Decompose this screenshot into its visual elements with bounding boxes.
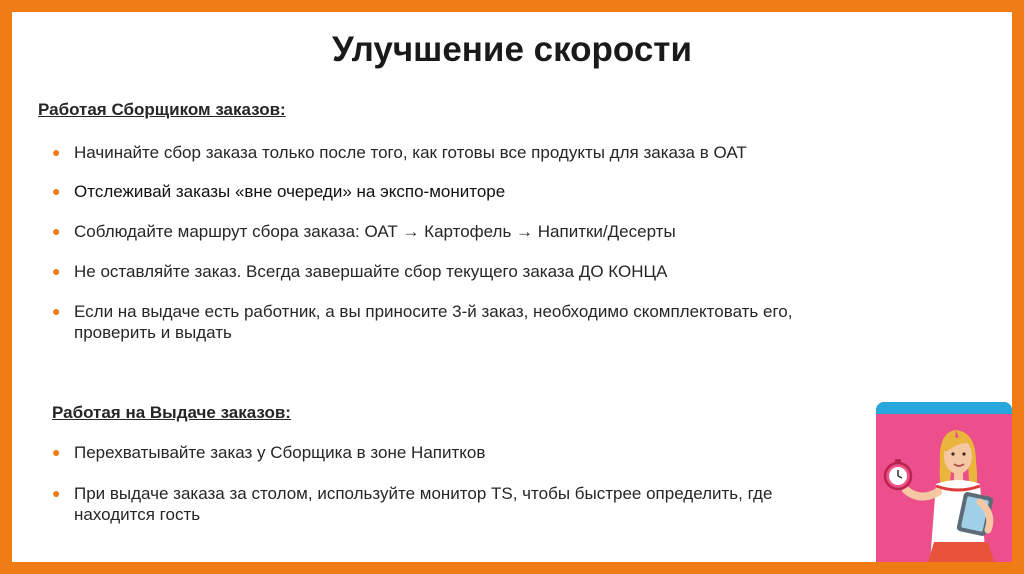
bullet-dot-icon: ●	[52, 444, 61, 460]
section-heading-assembler: Работая Сборщиком заказов:	[38, 100, 286, 119]
list-item	[52, 261, 852, 282]
bullet-dot-icon: ●	[52, 485, 61, 501]
list-item-text: При выдаче заказа за столом, используйте монитор TS, чтобы быстрее определить, где находится гость	[74, 484, 773, 524]
list-item-text: Соблюдайте маршрут сбора заказа: ОАТ → Картофель → Напитки/Десерты	[74, 222, 676, 241]
bullet-dot-icon: ●	[52, 263, 61, 279]
slide-title: Улучшение скорости	[332, 30, 692, 69]
list-item	[52, 483, 852, 525]
list-item	[52, 301, 852, 343]
bullet-dot-icon: ●	[52, 223, 61, 239]
list-item	[52, 142, 852, 163]
list-item	[52, 442, 852, 463]
list-item-text: Перехватывайте заказ у Сборщика в зоне Напитков	[74, 443, 486, 462]
woman-with-stopwatch-icon	[876, 402, 1012, 562]
list-item-text: Не оставляйте заказ. Всегда завершайте сбор текущего заказа ДО КОНЦА	[74, 262, 668, 281]
bullet-dot-icon: ●	[52, 303, 61, 319]
list-item-text: Отслеживай заказы «вне очереди» на экспо-мониторе	[74, 182, 506, 201]
bullet-dot-icon: ●	[52, 183, 61, 199]
list-item	[52, 221, 852, 242]
list-item	[52, 181, 852, 202]
list-item-text: Если на выдаче есть работник, а вы приносите 3-й заказ, необходимо скомплектовать его, проверить и выдать	[74, 302, 793, 342]
bullet-dot-icon: ●	[52, 144, 61, 160]
section-heading-delivery: Работая на Выдаче заказов:	[52, 403, 291, 422]
list-item-text: Начинайте сбор заказа только после того, как готовы все продукты для заказа в ОАТ	[74, 143, 747, 162]
woman-with-stopwatch-illustration	[876, 402, 1012, 562]
